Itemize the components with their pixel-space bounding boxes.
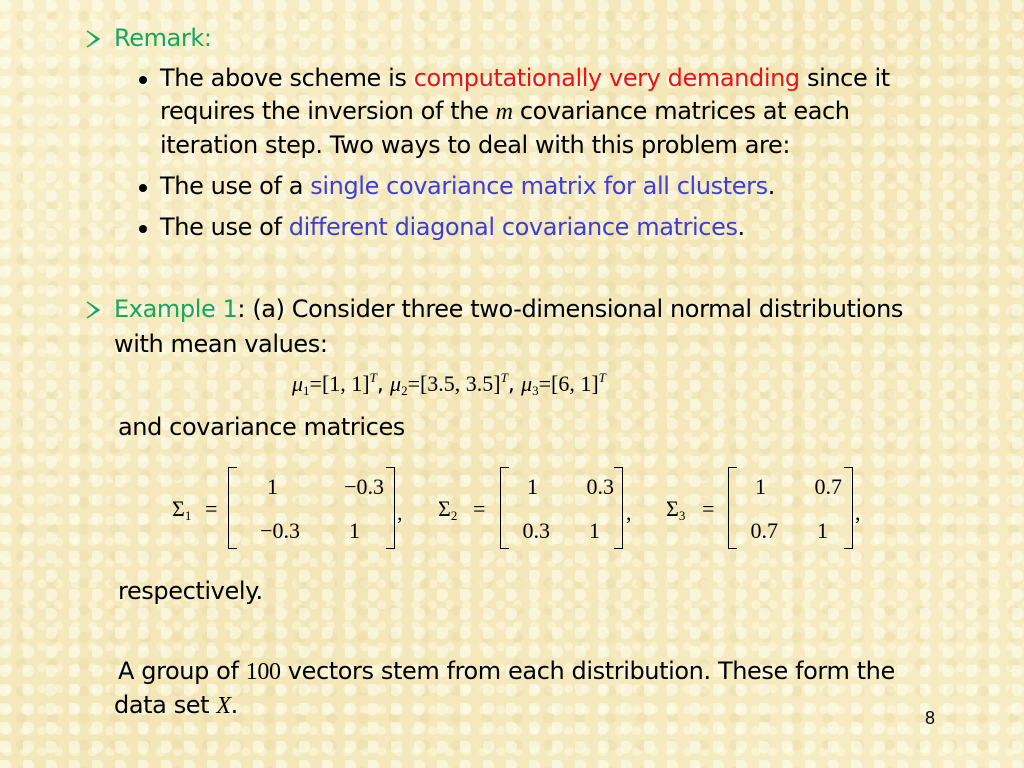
sigma-symbol: Σ <box>666 496 679 521</box>
group-line-1 <box>118 657 895 686</box>
matrix-cell: 1 <box>589 518 600 543</box>
example-line-1 <box>114 295 903 323</box>
sigma-label <box>172 496 191 524</box>
matrix-cell: 1 <box>267 474 278 499</box>
mean-value: =[1, 1] <box>309 371 370 396</box>
separator: , <box>376 372 391 397</box>
right-bracket <box>614 467 623 549</box>
group-number: 100 <box>245 659 281 685</box>
superscript: T <box>598 370 606 385</box>
text-run: A group of <box>118 657 246 685</box>
mu-symbol: μ <box>390 371 402 396</box>
text-run: The above scheme is <box>160 64 414 92</box>
right-bracket <box>844 467 853 549</box>
highlight-blue: different diagonal covariance matrices <box>288 213 738 241</box>
sigma-symbol: Σ <box>438 496 451 521</box>
sigma-label <box>666 496 685 524</box>
matrix-cell: 0.3 <box>522 518 550 543</box>
math-m: m <box>495 99 513 125</box>
comma: , <box>626 500 632 525</box>
matrix-cell: −0.3 <box>344 474 384 499</box>
highlight-blue: single covariance matrix for all clusters <box>310 172 768 200</box>
subscript: 3 <box>532 383 539 398</box>
remark-heading: Remark: <box>114 24 212 52</box>
text-run: covariance matrices at each <box>512 97 850 125</box>
superscript: T <box>500 370 508 385</box>
matrix-cell: 1 <box>755 474 766 499</box>
subscript: 1 <box>303 383 310 398</box>
comma: , <box>855 500 861 525</box>
mean-value: =[6, 1] <box>538 371 599 396</box>
bullet-dot <box>139 76 147 84</box>
text-run: vectors stem from each distribution. These form the <box>280 657 895 685</box>
right-bracket <box>386 467 395 549</box>
subscript: 1 <box>184 508 192 523</box>
bullet-dot <box>139 225 147 233</box>
covariance-intro: and covariance matrices <box>118 413 405 441</box>
matrix-cell: 0.7 <box>814 474 842 499</box>
dataset-symbol: X <box>216 693 231 719</box>
text-run: . <box>737 213 745 241</box>
text-run: since it <box>799 64 890 92</box>
sigma-label <box>438 496 457 524</box>
matrix-cell: 1 <box>349 518 360 543</box>
mu-symbol: μ <box>521 371 533 396</box>
example-label: Example 1 <box>114 295 238 323</box>
remark-bullet-1-line-2 <box>160 97 850 126</box>
subscript: 2 <box>401 383 408 398</box>
text-run: : (a) Consider three two-dimensional normal distributions <box>237 295 903 323</box>
separator: , <box>507 372 522 397</box>
example-line-2: with mean values: <box>114 330 328 358</box>
group-line-2 <box>114 691 238 720</box>
respectively-text: respectively. <box>118 577 263 605</box>
text-run: The use of <box>160 213 289 241</box>
text-run: requires the inversion of the <box>160 97 496 125</box>
sigma-symbol: Σ <box>172 496 185 521</box>
subscript: 2 <box>450 508 458 523</box>
text-run: . <box>767 172 775 200</box>
text-run: data set <box>114 691 217 719</box>
arrow-bullet-icon <box>86 30 100 48</box>
arrow-bullet-icon <box>86 301 100 319</box>
comma: , <box>397 500 403 525</box>
bullet-dot <box>139 184 147 192</box>
matrix-cell: 1 <box>817 518 828 543</box>
mu-symbol: μ <box>292 371 304 396</box>
remark-bullet-2 <box>160 172 775 200</box>
mean-values <box>292 370 606 399</box>
text-run: . <box>230 691 238 719</box>
matrix-cell: 0.7 <box>750 518 778 543</box>
remark-bullet-1-line-1 <box>160 64 890 92</box>
equals-sign: = <box>205 496 218 521</box>
matrix-cell: 1 <box>527 474 538 499</box>
mean-value: =[3.5, 3.5] <box>407 371 501 396</box>
equals-sign: = <box>702 496 715 521</box>
page-number: 8 <box>925 708 936 728</box>
remark-bullet-3 <box>160 213 745 241</box>
equals-sign: = <box>473 496 486 521</box>
remark-bullet-1-line-3: iteration step. Two ways to deal with this problem are: <box>160 131 791 159</box>
highlight-red: computationally very demanding <box>413 64 800 92</box>
superscript: T <box>369 370 377 385</box>
matrix-cell: 0.3 <box>586 474 614 499</box>
text-run: The use of a <box>160 172 311 200</box>
matrix-cell: −0.3 <box>260 518 300 543</box>
subscript: 3 <box>678 508 686 523</box>
